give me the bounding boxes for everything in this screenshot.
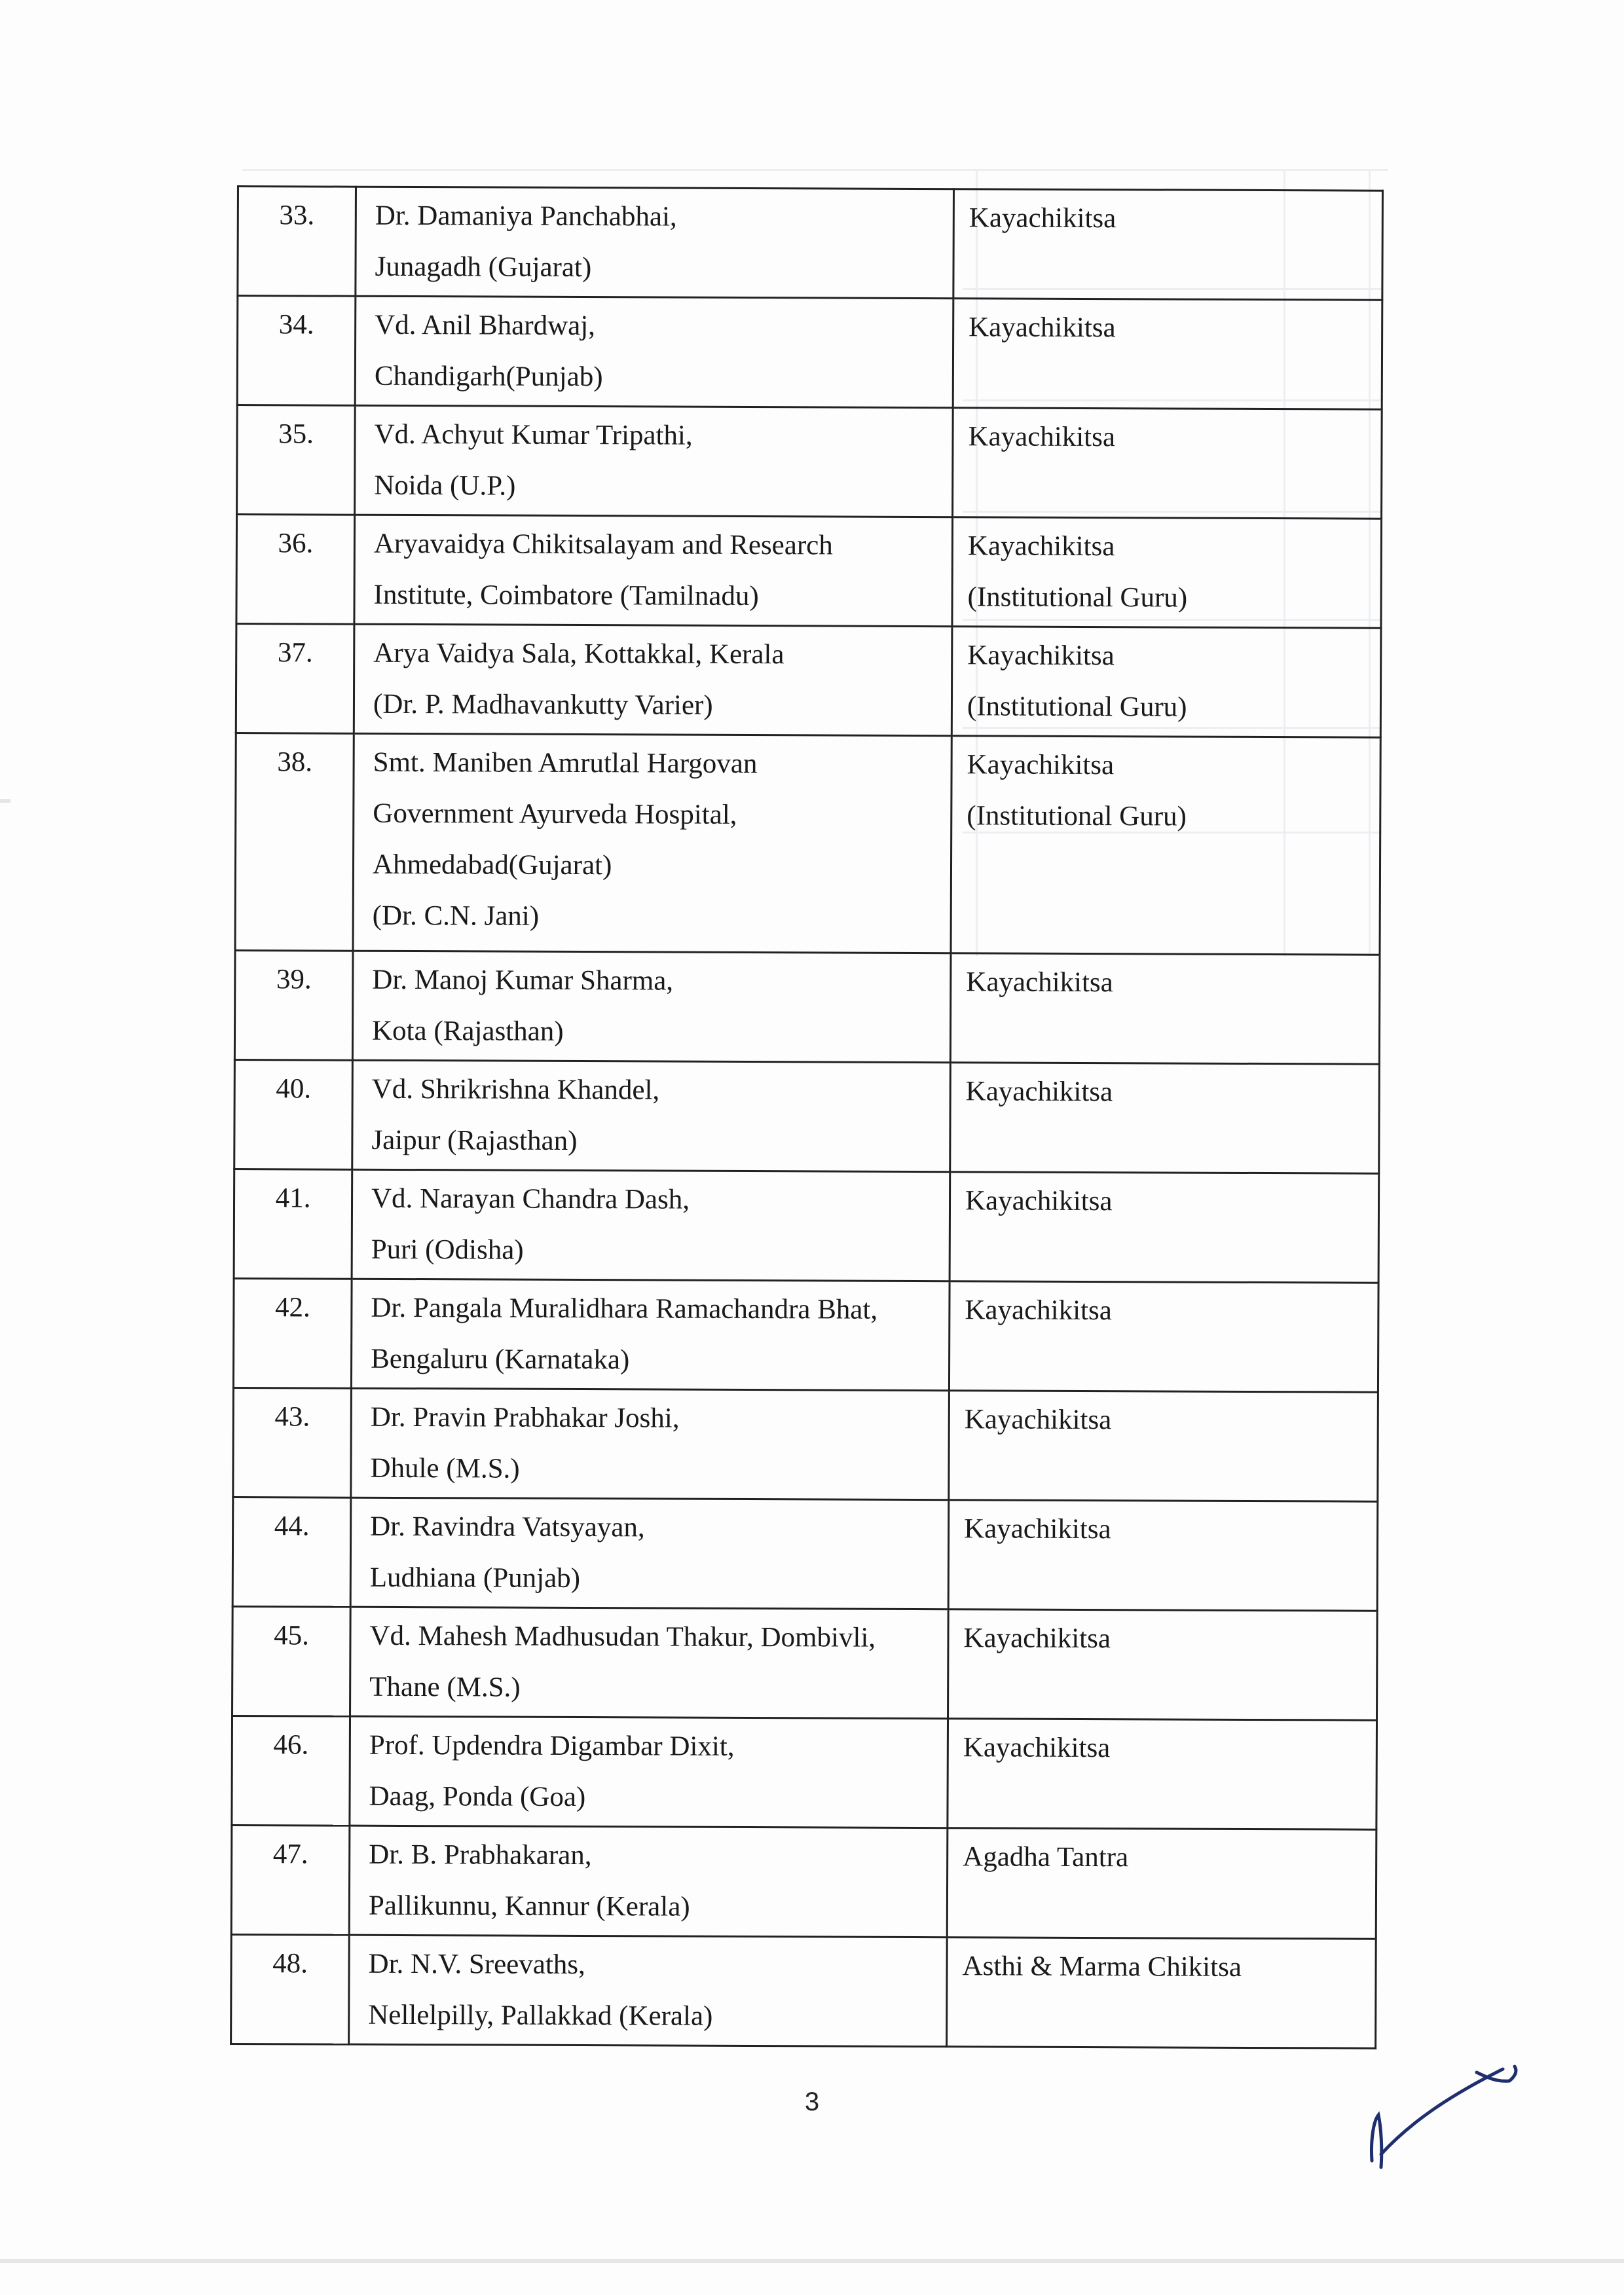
specialty-line: Kayachikitsa xyxy=(963,1732,1111,1764)
specialty-line: Kayachikitsa xyxy=(967,530,1115,562)
specialty-line: Kayachikitsa xyxy=(964,1513,1111,1545)
guru-name-address-cell xyxy=(353,733,951,953)
table-row xyxy=(236,515,1382,629)
specialty-cell xyxy=(952,517,1382,629)
name-address-line: Dr. Pravin Prabhakar Joshi, xyxy=(370,1401,680,1434)
name-address-line: Chandigarh(Punjab) xyxy=(374,360,603,393)
guru-name-address-cell xyxy=(350,1716,948,1828)
serial-number-cell: 37. xyxy=(236,624,354,734)
name-address-line: Ludhiana (Punjab) xyxy=(369,1562,581,1594)
specialty-cell xyxy=(951,736,1380,955)
serial-number-cell: 39. xyxy=(234,950,353,1060)
specialty-line: Kayachikitsa xyxy=(965,1185,1113,1217)
serial-number-cell: 43. xyxy=(233,1387,352,1497)
specialty-cell xyxy=(948,1609,1378,1721)
name-address-line: Government Ayurveda Hospital, xyxy=(373,798,737,830)
specialty-cell xyxy=(947,1828,1376,1939)
serial-number-cell: 38. xyxy=(235,733,354,951)
serial-number-cell: 41. xyxy=(234,1169,352,1279)
serial-number-cell: 44. xyxy=(232,1497,351,1607)
name-address-line: Nellelpilly, Pallakkad (Kerala) xyxy=(368,1999,713,2032)
name-address-line: Vd. Narayan Chandra Dash, xyxy=(371,1183,690,1215)
guru-name-address-cell xyxy=(355,296,953,408)
serial-number-cell: 40. xyxy=(234,1059,353,1169)
guru-name-address-cell xyxy=(350,1607,949,1719)
specialty-cell xyxy=(950,1172,1379,1283)
name-address-line: (Dr. P. Madhavankutty Varier) xyxy=(373,688,713,721)
name-address-line: Dr. B. Prabhakaran, xyxy=(369,1839,592,1871)
specialty-cell xyxy=(948,1500,1378,1611)
name-address-line: Prof. Updendra Digambar Dixit, xyxy=(369,1729,735,1762)
name-address-line: Dr. Ravindra Vatsyayan, xyxy=(370,1511,645,1543)
serial-number-cell: 35. xyxy=(237,405,356,515)
name-address-line: Institute, Coimbatore (Tamilnadu) xyxy=(373,579,759,612)
specialty-cell xyxy=(947,1937,1376,2049)
name-address-line: Bengaluru (Karnataka) xyxy=(371,1343,630,1376)
name-address-line: Vd. Shrikrishna Khandel, xyxy=(371,1073,660,1106)
name-address-line: Jaipur (Rajasthan) xyxy=(371,1124,578,1157)
name-address-line: Vd. Achyut Kumar Tripathi, xyxy=(374,418,693,451)
guru-name-address-cell xyxy=(349,1935,948,2047)
handwritten-signature xyxy=(1352,2043,1536,2174)
name-address-line: Dhule (M.S.) xyxy=(370,1452,520,1484)
table-row xyxy=(233,1278,1378,1392)
show-through-line xyxy=(242,169,1388,171)
table-row xyxy=(232,1606,1378,1720)
specialty-cell xyxy=(950,953,1380,1065)
serial-number-cell: 48. xyxy=(231,1934,350,2044)
specialty-line: Kayachikitsa xyxy=(969,312,1116,344)
specialty-cell xyxy=(953,189,1383,301)
name-address-line: Dr. Manoj Kumar Sharma, xyxy=(372,964,674,997)
specialty-line: Kayachikitsa xyxy=(965,1294,1112,1327)
name-address-line: Junagadh (Gujarat) xyxy=(375,251,592,284)
guru-name-address-cell xyxy=(351,1388,950,1500)
guru-name-address-cell xyxy=(356,187,954,299)
name-address-line: Vd. Mahesh Madhusudan Thakur, Dombivli, xyxy=(369,1620,876,1653)
specialty-line: (Institutional Guru) xyxy=(967,800,1187,832)
name-address-line: Pallikunnu, Kannur (Kerala) xyxy=(368,1890,690,1922)
name-address-line: Aryavaidya Chikitsalayam and Research xyxy=(373,528,833,561)
serial-number-cell: 45. xyxy=(232,1606,351,1716)
name-address-line: Smt. Maniben Amrutlal Hargovan xyxy=(373,746,758,780)
guru-name-address-cell xyxy=(355,405,953,517)
table-row xyxy=(235,733,1380,955)
serial-number-cell: 47. xyxy=(231,1825,350,1935)
table-row xyxy=(233,1387,1378,1501)
table-row xyxy=(234,950,1380,1064)
serial-number-cell: 42. xyxy=(233,1278,352,1388)
scan-edge-mark xyxy=(0,799,10,803)
specialty-line: Kayachikitsa xyxy=(964,1404,1112,1436)
specialty-line: (Institutional Guru) xyxy=(967,581,1188,614)
specialty-cell xyxy=(951,627,1381,738)
guru-name-address-cell xyxy=(354,624,952,736)
table-row xyxy=(236,624,1381,738)
guru-name-address-cell xyxy=(352,951,951,1063)
guru-list-body xyxy=(231,187,1383,2049)
name-address-line: Daag, Ponda (Goa) xyxy=(369,1780,586,1813)
guru-name-address-cell xyxy=(351,1279,950,1391)
serial-number-cell: 33. xyxy=(238,187,356,297)
table-row xyxy=(234,1169,1379,1283)
specialty-line: Kayachikitsa xyxy=(967,749,1115,781)
name-address-line: Ahmedabad(Gujarat) xyxy=(372,849,612,881)
guru-name-address-cell xyxy=(349,1826,948,1937)
table-row xyxy=(231,1934,1376,2048)
name-address-line: Dr. Damaniya Panchabhai, xyxy=(375,200,677,232)
name-address-line: Puri (Odisha) xyxy=(371,1234,524,1266)
specialty-line: Asthi & Marma Chikitsa xyxy=(962,1951,1242,1983)
page-number: 3 xyxy=(804,2087,820,2116)
specialty-line: Kayachikitsa xyxy=(966,966,1113,999)
guru-name-address-cell xyxy=(352,1060,951,1172)
specialty-cell xyxy=(953,299,1382,410)
specialty-line: Agadha Tantra xyxy=(963,1841,1129,1873)
name-address-line: Kota (Rajasthan) xyxy=(371,1015,564,1047)
specialty-line: Kayachikitsa xyxy=(963,1623,1111,1655)
table-row xyxy=(234,1059,1380,1173)
serial-number-cell: 36. xyxy=(236,515,355,625)
serial-number-cell: 46. xyxy=(232,1716,350,1826)
name-address-line: Dr. Pangala Muralidhara Ramachandra Bhat, xyxy=(371,1292,878,1325)
name-address-line: Vd. Anil Bhardwaj, xyxy=(375,309,596,342)
table-row xyxy=(237,405,1382,519)
specialty-cell xyxy=(949,1281,1378,1393)
table-row xyxy=(238,187,1383,301)
table-row xyxy=(232,1497,1378,1611)
specialty-cell xyxy=(948,1719,1377,1830)
name-address-line: Arya Vaidya Sala, Kottakkal, Kerala xyxy=(373,637,784,670)
specialty-cell xyxy=(949,1391,1378,1502)
name-address-line: Noida (U.P.) xyxy=(374,469,516,502)
specialty-line: Kayachikitsa xyxy=(967,640,1115,672)
specialty-line: Kayachikitsa xyxy=(965,1076,1113,1108)
guru-name-address-cell xyxy=(352,1169,950,1281)
specialty-cell xyxy=(953,408,1382,519)
guru-name-address-cell xyxy=(354,515,953,627)
table-row xyxy=(237,296,1382,410)
guru-list-table xyxy=(230,185,1384,2049)
specialty-line: Kayachikitsa xyxy=(969,202,1116,234)
serial-number-cell: 34. xyxy=(237,296,356,406)
scan-edge-mark xyxy=(0,2259,1624,2263)
table-row xyxy=(231,1825,1376,1939)
specialty-line: Kayachikitsa xyxy=(968,421,1116,453)
name-address-line: Dr. N.V. Sreevaths, xyxy=(368,1948,585,1981)
name-address-line: Thane (M.S.) xyxy=(369,1671,521,1703)
table-row xyxy=(232,1716,1377,1829)
name-address-line: (Dr. C.N. Jani) xyxy=(372,900,540,932)
specialty-cell xyxy=(950,1063,1380,1174)
guru-name-address-cell xyxy=(350,1497,949,1609)
specialty-line: (Institutional Guru) xyxy=(967,691,1187,723)
